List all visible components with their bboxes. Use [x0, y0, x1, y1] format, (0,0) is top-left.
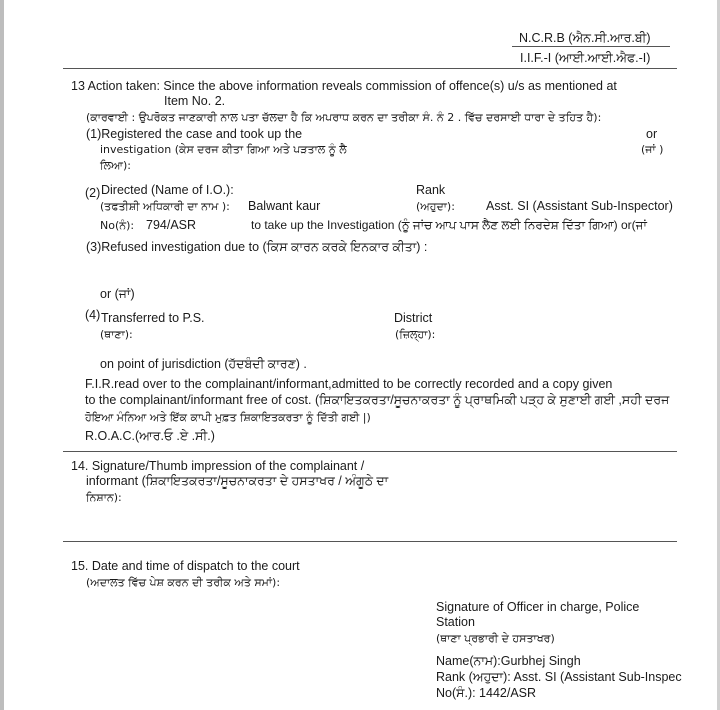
io-no-label: No(ਨੰ):	[100, 219, 135, 232]
officer-name: Name(ਨਾਮ):Gurbhej Singh	[436, 654, 581, 668]
s14-line3: ਨਿਸ਼ਾਨ):	[86, 491, 122, 504]
iif-code: I.I.F.-I (ਆਈ.ਆਈ.ਐਫ.-I)	[520, 51, 651, 65]
io-rank: Asst. SI (Assistant Sub-Inspector)	[486, 199, 673, 213]
page-edge-left	[0, 0, 4, 710]
district-label: District	[394, 311, 433, 325]
s13-item4-label-pa: (ਥਾਣਾ):	[100, 328, 133, 341]
fir-line3: ਹੋਇਆ ਮੰਨਿਆ ਅਤੇ ਇੱਕ ਕਾਪੀ ਮੁਫ਼ਤ ਸ਼ਿਕਾਇਤਕਰਤਾ ਨੂੰ ਦਿੱਤੀ ਗਈ |)	[85, 411, 371, 424]
s15-line1: 15. Date and time of dispatch to the court	[71, 559, 300, 573]
s15-line2: (ਅਦਾਲਤ ਵਿੱਚ ਪੇਸ਼ ਕਰਨ ਦੀ ਤਰੀਕ ਅਤੇ ਸਮਾਂ):	[86, 576, 281, 589]
fir-line2: to the complainant/informant free of cost. (ਸ਼ਿਕਾਇਤਕਰਤਾ/ਸੂਚਨਾਕਰਤਾ ਨੂੰ ਪ੍ਰਾਥਮਿਕੀ ਪੜ੍ਹ ਕੇ ਸੁਣਾਈ ਗਈ ,ਸਹੀ ਦਰਜ	[85, 393, 670, 407]
s13-item1-line1: (1)Registered the case and took up the	[86, 127, 303, 141]
io-name: Balwant kaur	[248, 199, 321, 213]
s13-item3: (3)Refused investigation due to (ਕਿਸ ਕਾਰਨ ਕਰਕੇ ਇਨਕਾਰ ਕੀਤਾ) :	[86, 240, 428, 254]
jurisdiction: on point of jurisdiction (ਹੱਦਬੰਦੀ ਕਾਰਣ) .	[100, 357, 307, 371]
s13-heading-cont: Item No. 2.	[164, 94, 226, 108]
s13-item4-label: Transferred to P.S.	[101, 311, 205, 325]
ncrb-code: N.C.R.B (ਐਨ.ਸੀ.ਆਰ.ਬੀ)	[519, 31, 651, 45]
s13-item2-label: Directed (Name of I.O.):	[101, 183, 234, 197]
s13-or: or	[646, 127, 658, 141]
take-up-investigation: to take up the Investigation (ਨੂੰ ਜਾਂਚ ਆਪ ਪਾਸ ਲੈਣ ਲਈ ਨਿਰਦੇਸ਼ ਦਿੱਤਾ ਗਿਆ) or(ਜਾਂ	[251, 218, 647, 232]
s14-line2: informant (ਸ਼ਿਕਾਇਤਕਰਤਾ/ਸੂਚਨਾਕਰਤਾ ਦੇ ਹਸਤਾਖਰ / ਅੰਗੂਠੇ ਦਾ	[86, 474, 389, 488]
fir-line1: F.I.R.read over to the complainant/informant,admitted to be correctly recorded and a copy given	[85, 377, 613, 391]
officer-no: No(ਸੰ.): 1442/ASR	[436, 686, 537, 700]
s13-heading-pa: (ਕਾਰਵਾਈ : ਉਪਰੋਕਤ ਜਾਣਕਾਰੀ ਨਾਲ ਪਤਾ ਚੱਲਦਾ ਹੈ ਕਿ ਅਪਰਾਧ ਕਰਨ ਦਾ ਤਰੀਕਾ ਸੰ. ਨੰ 2 . ਵਿੱਚ ਦਰਸਾਈ ਧਾਰਾ ਦੇ ਤਹਿਤ ਹੈ):	[86, 111, 602, 124]
officer-sig-pa: (ਥਾਣਾ ਪ੍ਰਭਾਰੀ ਦੇ ਹਸਤਾਖਰ)	[436, 632, 555, 645]
s13-heading: 13 Action taken: Since the above information reveals commission of offence(s) u/s as mentioned at	[71, 79, 617, 93]
officer-rank: Rank (ਅਹੁਦਾ): Asst. SI (Assistant Sub-Inspeс	[436, 670, 682, 684]
s13-item1-line3: ਲਿਆ):	[100, 159, 131, 172]
s13-or-mid: or (ਜਾਂ)	[100, 287, 135, 301]
header-rule	[63, 68, 677, 69]
section-13-rule	[63, 451, 677, 452]
officer-sig-line1: Signature of Officer in charge, Police	[436, 600, 640, 614]
s14-line1: 14. Signature/Thumb impression of the complainant /	[71, 459, 365, 473]
s13-item2-label-pa: (ਤਫਤੀਸ਼ੀ ਅਧਿਕਾਰੀ ਦਾ ਨਾਮ ):	[100, 200, 230, 213]
district-label-pa: (ਜ਼ਿਲ੍ਹਾ):	[395, 328, 436, 341]
s13-item1-line2: investigation (ਕੇਸ ਦਰਜ ਕੀਤਾ ਗਿਆ ਅਤੇ ਪੜਤਾਲ ਨੂੰ ਲੈ	[100, 143, 347, 156]
rank-label-pa: (ਅਹੁਦਾ):	[416, 200, 455, 213]
header-divider	[512, 46, 670, 47]
s13-item2-num: (2)	[85, 186, 101, 200]
rank-label: Rank	[416, 183, 446, 197]
s13-or-pa: (ਜਾਂ )	[641, 143, 664, 156]
section-14-rule	[63, 541, 677, 542]
roac: R.O.A.C.(ਆਰ.ਓ .ਏ .ਸੀ.)	[85, 429, 215, 443]
io-no-value: 794/ASR	[146, 218, 197, 232]
officer-sig-line2: Station	[436, 615, 475, 629]
s13-item4-num: (4)	[85, 308, 101, 322]
